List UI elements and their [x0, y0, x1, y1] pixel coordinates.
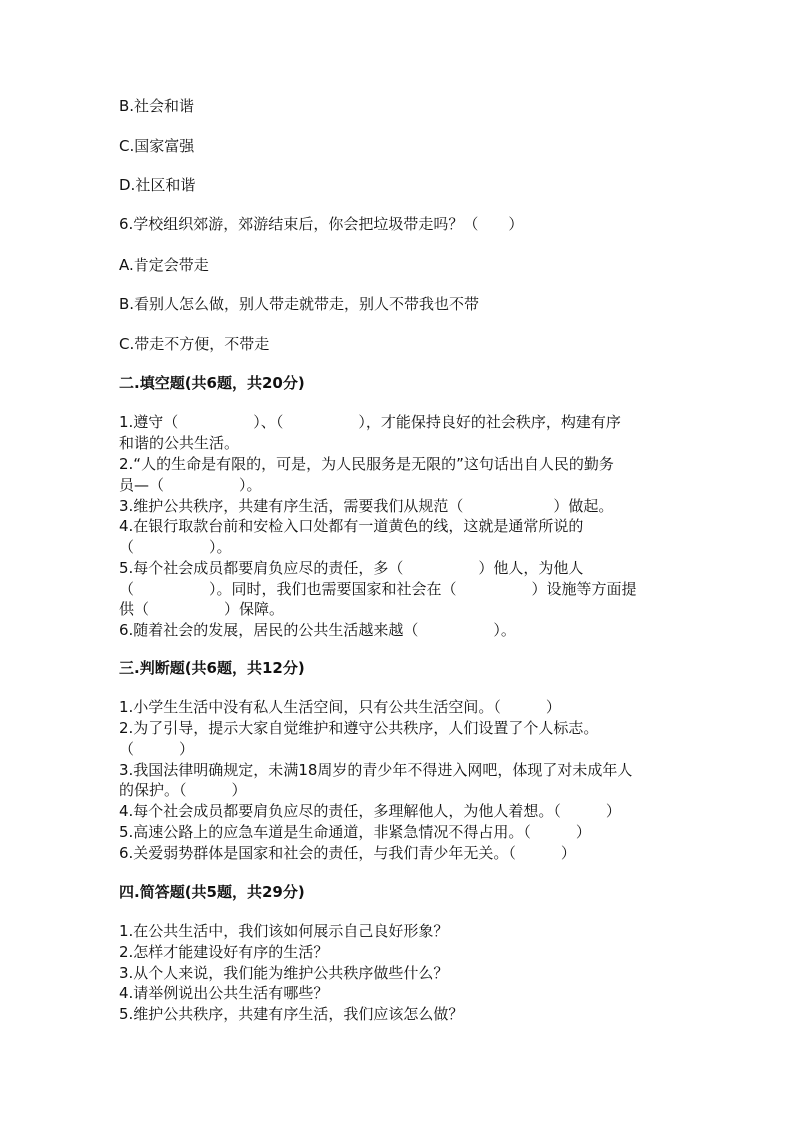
true-false-line: 4.每个社会成员都要肩负应尽的责任，多理解他人，为他人着想。（ ） — [119, 802, 621, 820]
true-false-line: 1.小学生生活中没有私人生活空间，只有公共生活空间。（ ） — [119, 698, 561, 716]
fill-blank-line: （ ）。 — [119, 538, 232, 556]
true-false-line: 6.关爱弱势群体是国家和社会的责任，与我们青少年无关。（ ） — [119, 844, 576, 862]
fill-blank-line: 5.每个社会成员都要肩负应尽的责任，多（ ）他人，为他人 — [119, 559, 584, 577]
q6-option-c: C.带走不方便，不带走 — [119, 335, 270, 353]
section-heading-true-false: 三.判断题(共6题，共12分) — [119, 659, 305, 677]
fill-blank-line: 1.遵守（ ）、（ ），才能保持良好的社会秩序，构建有序 — [119, 413, 621, 431]
section-heading-fill-blank: 二.填空题(共6题，共20分) — [119, 374, 305, 392]
short-answer-line: 1.在公共生活中，我们该如何展示自己良好形象？ — [119, 922, 449, 940]
q5-option-d: D.社区和谐 — [119, 176, 196, 194]
true-false-line: 的保护。（ ） — [119, 781, 247, 799]
true-false-line: 2.为了引导，提示大家自觉维护和遵守公共秩序，人们设置了个人标志。 — [119, 719, 599, 737]
fill-blank-line: 6.随着社会的发展，居民的公共生活越来越（ ）。 — [119, 621, 516, 639]
fill-blank-line: 3.维护公共秩序，共建有序生活，需要我们从规范（ ）做起。 — [119, 497, 614, 515]
q5-option-c: C.国家富强 — [119, 137, 195, 155]
fill-blank-line: 和谐的公共生活。 — [119, 434, 240, 452]
q6-option-a: A.肯定会带走 — [119, 256, 209, 274]
short-answer-line: 2.怎样才能建设好有序的生活？ — [119, 943, 329, 961]
short-answer-line: 5.维护公共秩序，共建有序生活，我们应该怎么做？ — [119, 1005, 464, 1023]
fill-blank-line: 4.在银行取款台前和安检入口处都有一道黄色的线，这就是通常所说的 — [119, 517, 584, 535]
fill-blank-line: （ ）。同时，我们也需要国家和社会在（ ）设施等方面提 — [119, 580, 637, 598]
section-heading-short-answer: 四.简答题(共5题，共29分) — [119, 883, 305, 901]
short-answer-line: 3.从个人来说，我们能为维护公共秩序做些什么？ — [119, 964, 449, 982]
fill-blank-line: 供（ ）保障。 — [119, 600, 285, 618]
fill-blank-line: 员—（ ）。 — [119, 476, 262, 494]
q6-stem: 6.学校组织郊游，郊游结束后，你会把垃圾带走吗？（ ） — [119, 215, 524, 233]
true-false-line: 5.高速公路上的应急车道是生命通道，非紧急情况不得占用。（ ） — [119, 823, 591, 841]
short-answer-line: 4.请举例说出公共生活有哪些？ — [119, 984, 329, 1002]
fill-blank-line: 2.“人的生命是有限的，可是，为人民服务是无限的”这句话出自人民的勤务 — [119, 455, 614, 473]
q6-option-b: B.看别人怎么做，别人带走就带走，别人不带我也不带 — [119, 295, 480, 313]
q5-option-b: B.社会和谐 — [119, 97, 195, 115]
true-false-line: （ ） — [119, 740, 195, 758]
true-false-line: 3.我国法律明确规定，未满18周岁的青少年不得进入网吧，体现了对未成年人 — [119, 761, 633, 779]
